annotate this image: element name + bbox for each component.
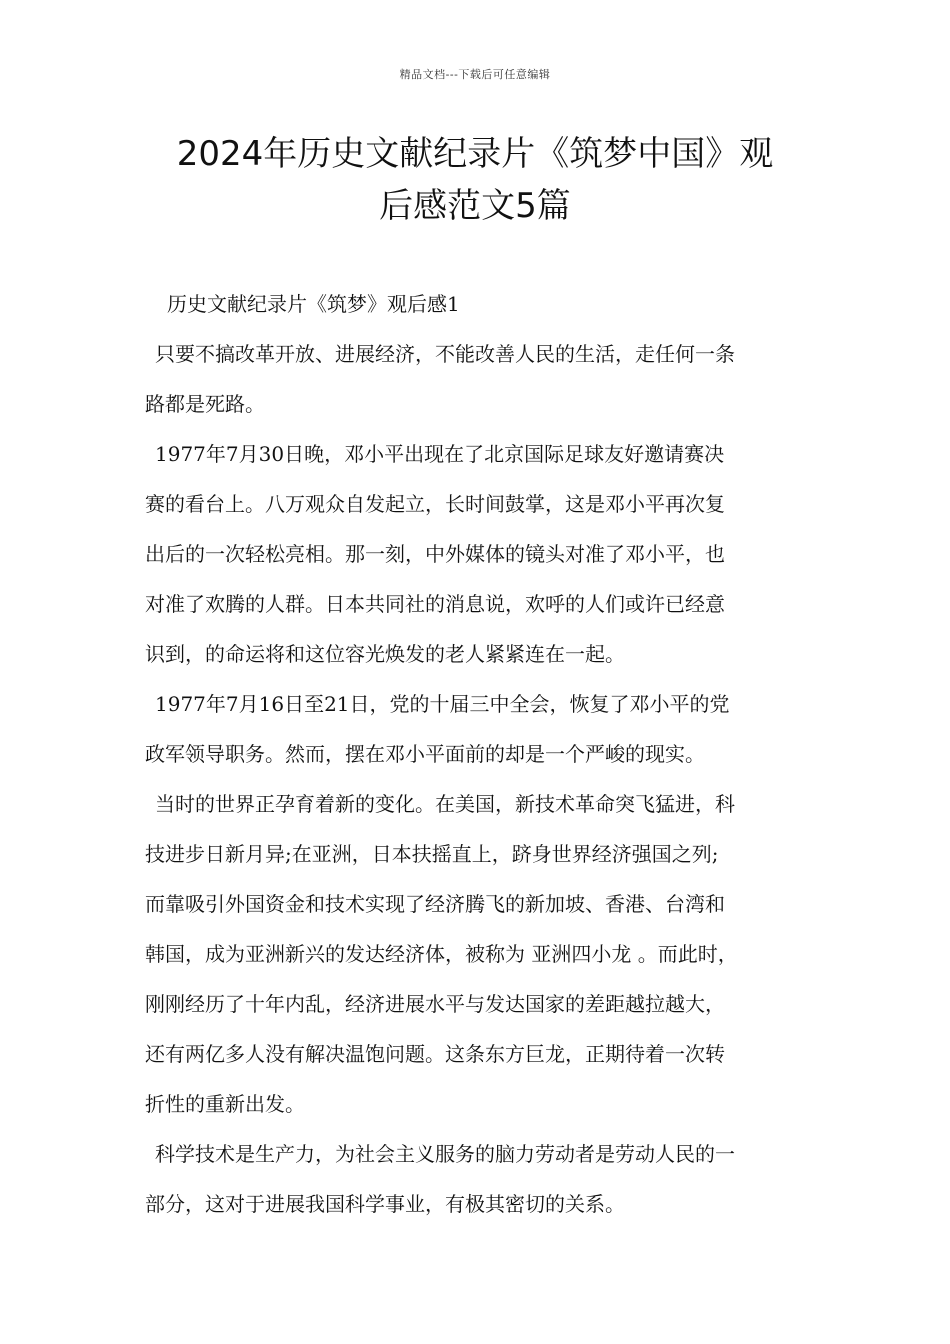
text-line: 政军领导职务。然而，摆在邓小平面前的却是一个严峻的现实。 [145,742,705,766]
section-heading: 历史文献纪录片《筑梦》观后感1 [167,292,460,316]
text-line: 1977年7月16日至21日，党的十届三中全会，恢复了邓小平的党 [155,692,730,716]
text-line: 识到，的命运将和这位容光焕发的老人紧紧连在一起。 [145,642,625,666]
text-line: 对准了欢腾的人群。日本共同社的消息说，欢呼的人们或许已经意 [145,592,725,616]
header-note: 精品文档---下载后可任意编辑 [399,68,551,81]
text-line: 1977年7月30日晚，邓小平出现在了北京国际足球友好邀请赛决 [155,442,725,466]
title-line-1: 2024年历史文献纪录片《筑梦中国》观 [176,134,774,174]
text-line: 路都是死路。 [145,392,265,416]
document-body [145,279,813,1229]
text-line: 当时的世界正孕育着新的变化。在美国，新技术革命突飞猛进，科 [155,792,735,816]
text-line: 还有两亿多人没有解决温饱问题。这条东方巨龙，正期待着一次转 [145,1042,725,1066]
document-title [135,128,815,232]
title-line-2: 后感范文5篇 [379,186,571,226]
text-line: 部分，这对于进展我国科学事业，有极其密切的关系。 [145,1192,625,1216]
text-line: 而靠吸引外国资金和技术实现了经济腾飞的新加坡、香港、台湾和 [145,892,725,916]
text-line: 韩国，成为亚洲新兴的发达经济体，被称为 亚洲四小龙 。而此时， [145,942,738,966]
text-line: 刚刚经历了十年内乱，经济进展水平与发达国家的差距越拉越大， [145,992,725,1016]
text-line: 折性的重新出发。 [145,1092,305,1116]
text-line: 出后的一次轻松亮相。那一刻，中外媒体的镜头对准了邓小平，也 [145,542,725,566]
text-line: 科学技术是生产力，为社会主义服务的脑力劳动者是劳动人民的一 [155,1142,735,1166]
text-line: 赛的看台上。八万观众自发起立，长时间鼓掌，这是邓小平再次复 [145,492,725,516]
text-line: 技进步日新月异;在亚洲，日本扶摇直上，跻身世界经济强国之列; [145,842,719,866]
text-line: 只要不搞改革开放、进展经济，不能改善人民的生活，走任何一条 [155,342,735,366]
